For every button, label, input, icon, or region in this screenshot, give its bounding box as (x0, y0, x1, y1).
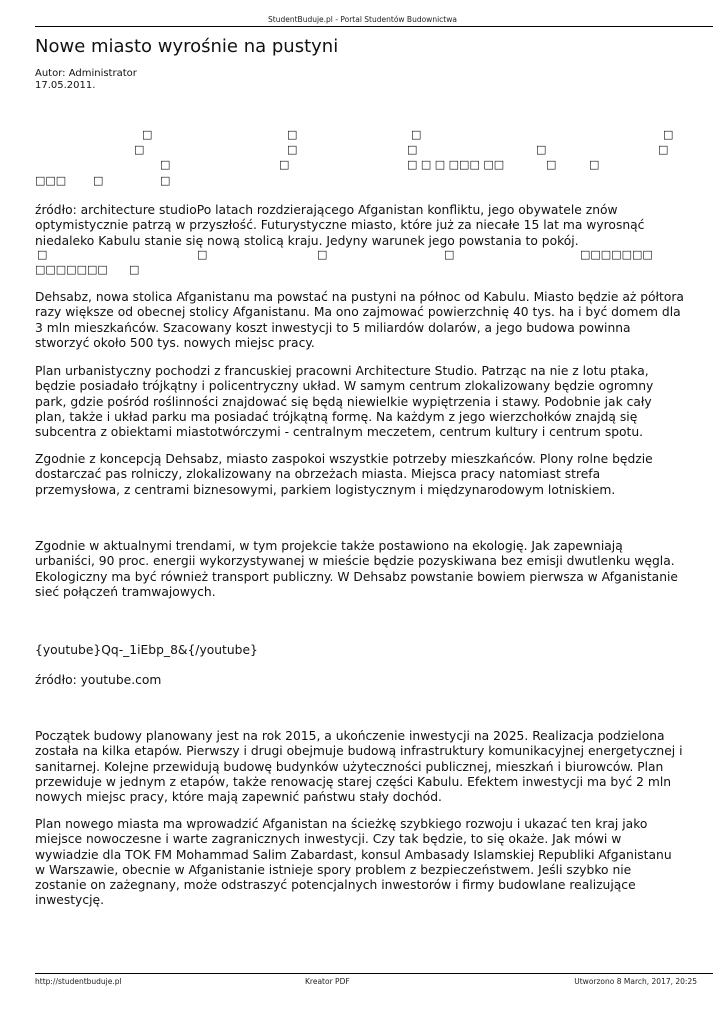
missing-glyph: □ (142, 128, 153, 141)
missing-glyph: □ (160, 174, 171, 187)
footer-created: Utworzono 8 March, 2017, 20:25 (574, 977, 697, 986)
paragraph-body: Plan nowego miasta ma wprowadzić Afganistan na ścieżkę szybkiego rozwoju i ukazać ten kraj jako miejsce nowoczesne i warte zagranicznych inwestycji. Czy tak będzie, to się okaże. Jak mówi w wywiadzie dla TOK FM Mohammad Salim Zabardast, konsul Ambasady Islamskiej Republiki Afganistanu w Warszawie, obecnie w Afganistanie istnieje spory problem z bezpieczeństwem. Jeśli szybko nie zostanie on zażegnany, może odstraszyć potencjalnych inwestorów i firmy budowlane realizujące inwestycję. (35, 817, 672, 908)
article-date: 17.05.2011. (35, 80, 96, 91)
missing-glyph: □ (197, 248, 208, 261)
paragraph-body: Dehsabz, nowa stolica Afganistanu ma powstać na pustyni na północ od Kabulu. Miasto będzie aż półtora razy większe od obecnej stolicy Afganistanu. Ma ono zajmować powierzchnię 40 tys. ha i być domem dla 3 mln mieszkańców. Szacowany koszt inwestycji to 5 miliardów dolarów, a jego budowa powinna stworzyć około 500 tys. nowych miejsc pracy. (35, 290, 684, 350)
missing-glyph: □ (134, 143, 145, 156)
missing-glyph: □ □ □ □□□ □□ (407, 158, 505, 171)
missing-glyph: □□□□□□□ (35, 263, 108, 276)
missing-glyph: □ (93, 174, 104, 187)
footer-url[interactable]: http://studentbuduje.pl (35, 977, 122, 986)
missing-glyph: □ (279, 158, 290, 171)
missing-glyph: □ (663, 128, 674, 141)
paragraph-source: źródło: youtube.com (35, 673, 162, 687)
missing-glyph: □ (444, 248, 455, 261)
missing-glyph: □ (287, 128, 298, 141)
paragraph-body: Zgodnie w aktualnymi trendami, w tym projekcie także postawiono na ekologię. Jak zapewniają urbaniści, 90 proc. energii wykorzystywanej w mieście będzie pozyskiwana bez emisji dwutlenku węgla. Ekologiczny ma być również transport publiczny. W Dehsabz powstanie bowiem pierwsza w Afganistanie sieć połączeń tramwajowych. (35, 539, 678, 599)
missing-glyph: □ (411, 128, 422, 141)
missing-glyph: □ (536, 143, 547, 156)
missing-glyph: □□□ (35, 174, 67, 187)
missing-glyph: □ (160, 158, 171, 171)
missing-glyph: □□□□□□□ (580, 248, 653, 261)
missing-glyph: □ (287, 143, 298, 156)
video-embed-code: {youtube}Qq-_1iEbp_8&{/youtube} (35, 643, 258, 657)
paragraph-body: Początek budowy planowany jest na rok 2015, a ukończenie inwestycji na 2025. Realizacja podzielona została na kilka etapów. Pierwszy i drugi obejmuje budową infrastruktury komunikacyjnej energetycznej i sanitarnej. Kolejne przewidują budowę budynków użyteczności publicznej, mieszkań i biurowców. Plan przewiduje w jednym z etapów, także renowację starej części Kabulu. Efektem inwestycji ma być 2 mln nowych miejsc pracy, które mają zapewnić państwu stały dochód. (35, 729, 683, 805)
missing-glyph: □ (589, 158, 600, 171)
missing-glyph: □ (317, 248, 328, 261)
article-title: Nowe miasto wyrośnie na pustyni (35, 36, 339, 57)
header-divider (35, 26, 713, 27)
paragraph-source: źródło: architecture studioPo latach rozdzierającego Afganistan konfliktu, jego obywatele znów optymistycznie patrzą w przyszłość. Futurystyczne miasto, które już za niecałe 15 lat ma wyrosnąć niedaleko Kabulu stanie się nową stolicą kraju. Jedyny warunek jego powstania to pokój. (35, 203, 645, 248)
missing-glyph: □ (546, 158, 557, 171)
header-text: StudentBuduje.pl - Portal Studentów Budownictwa (268, 15, 457, 24)
missing-glyph: □ (37, 248, 48, 261)
paragraph-body: Zgodnie z koncepcją Dehsabz, miasto zaspokoi wszystkie potrzeby mieszkańców. Plony rolne będzie dostarczać pas rolniczy, zlokalizowany na obrzeżach miasta. Miejsca pracy natomiast strefa przemysłowa, z centrami biznesowymi, parkiem logistycznym i międzynarodowym lotniskiem. (35, 452, 653, 497)
missing-glyph: □ (658, 143, 669, 156)
article-author: Autor: Administrator (35, 68, 137, 79)
footer-generator: Kreator PDF (305, 977, 350, 986)
missing-glyph: □ (129, 263, 140, 276)
missing-glyph: □ (407, 143, 418, 156)
footer-divider (35, 973, 713, 974)
paragraph-body: Plan urbanistyczny pochodzi z francuskiej pracowni Architecture Studio. Patrząc na nie z lotu ptaka, będzie posiadało trójkątny i policentryczny układ. W samym centrum zlokalizowany będzie ogromny park, gdzie pośród roślinności znajdować się będą niewielkie wypiętrzenia i stawy. Podobnie jak cały plan, także i układ parku ma posiadać trójkątną formę. Na każdym z jego wierzchołków znajdą się subcentra z obiektami miastotwórczymi - centralnym meczetem, centrum kultury i centrum spotu. (35, 364, 654, 440)
